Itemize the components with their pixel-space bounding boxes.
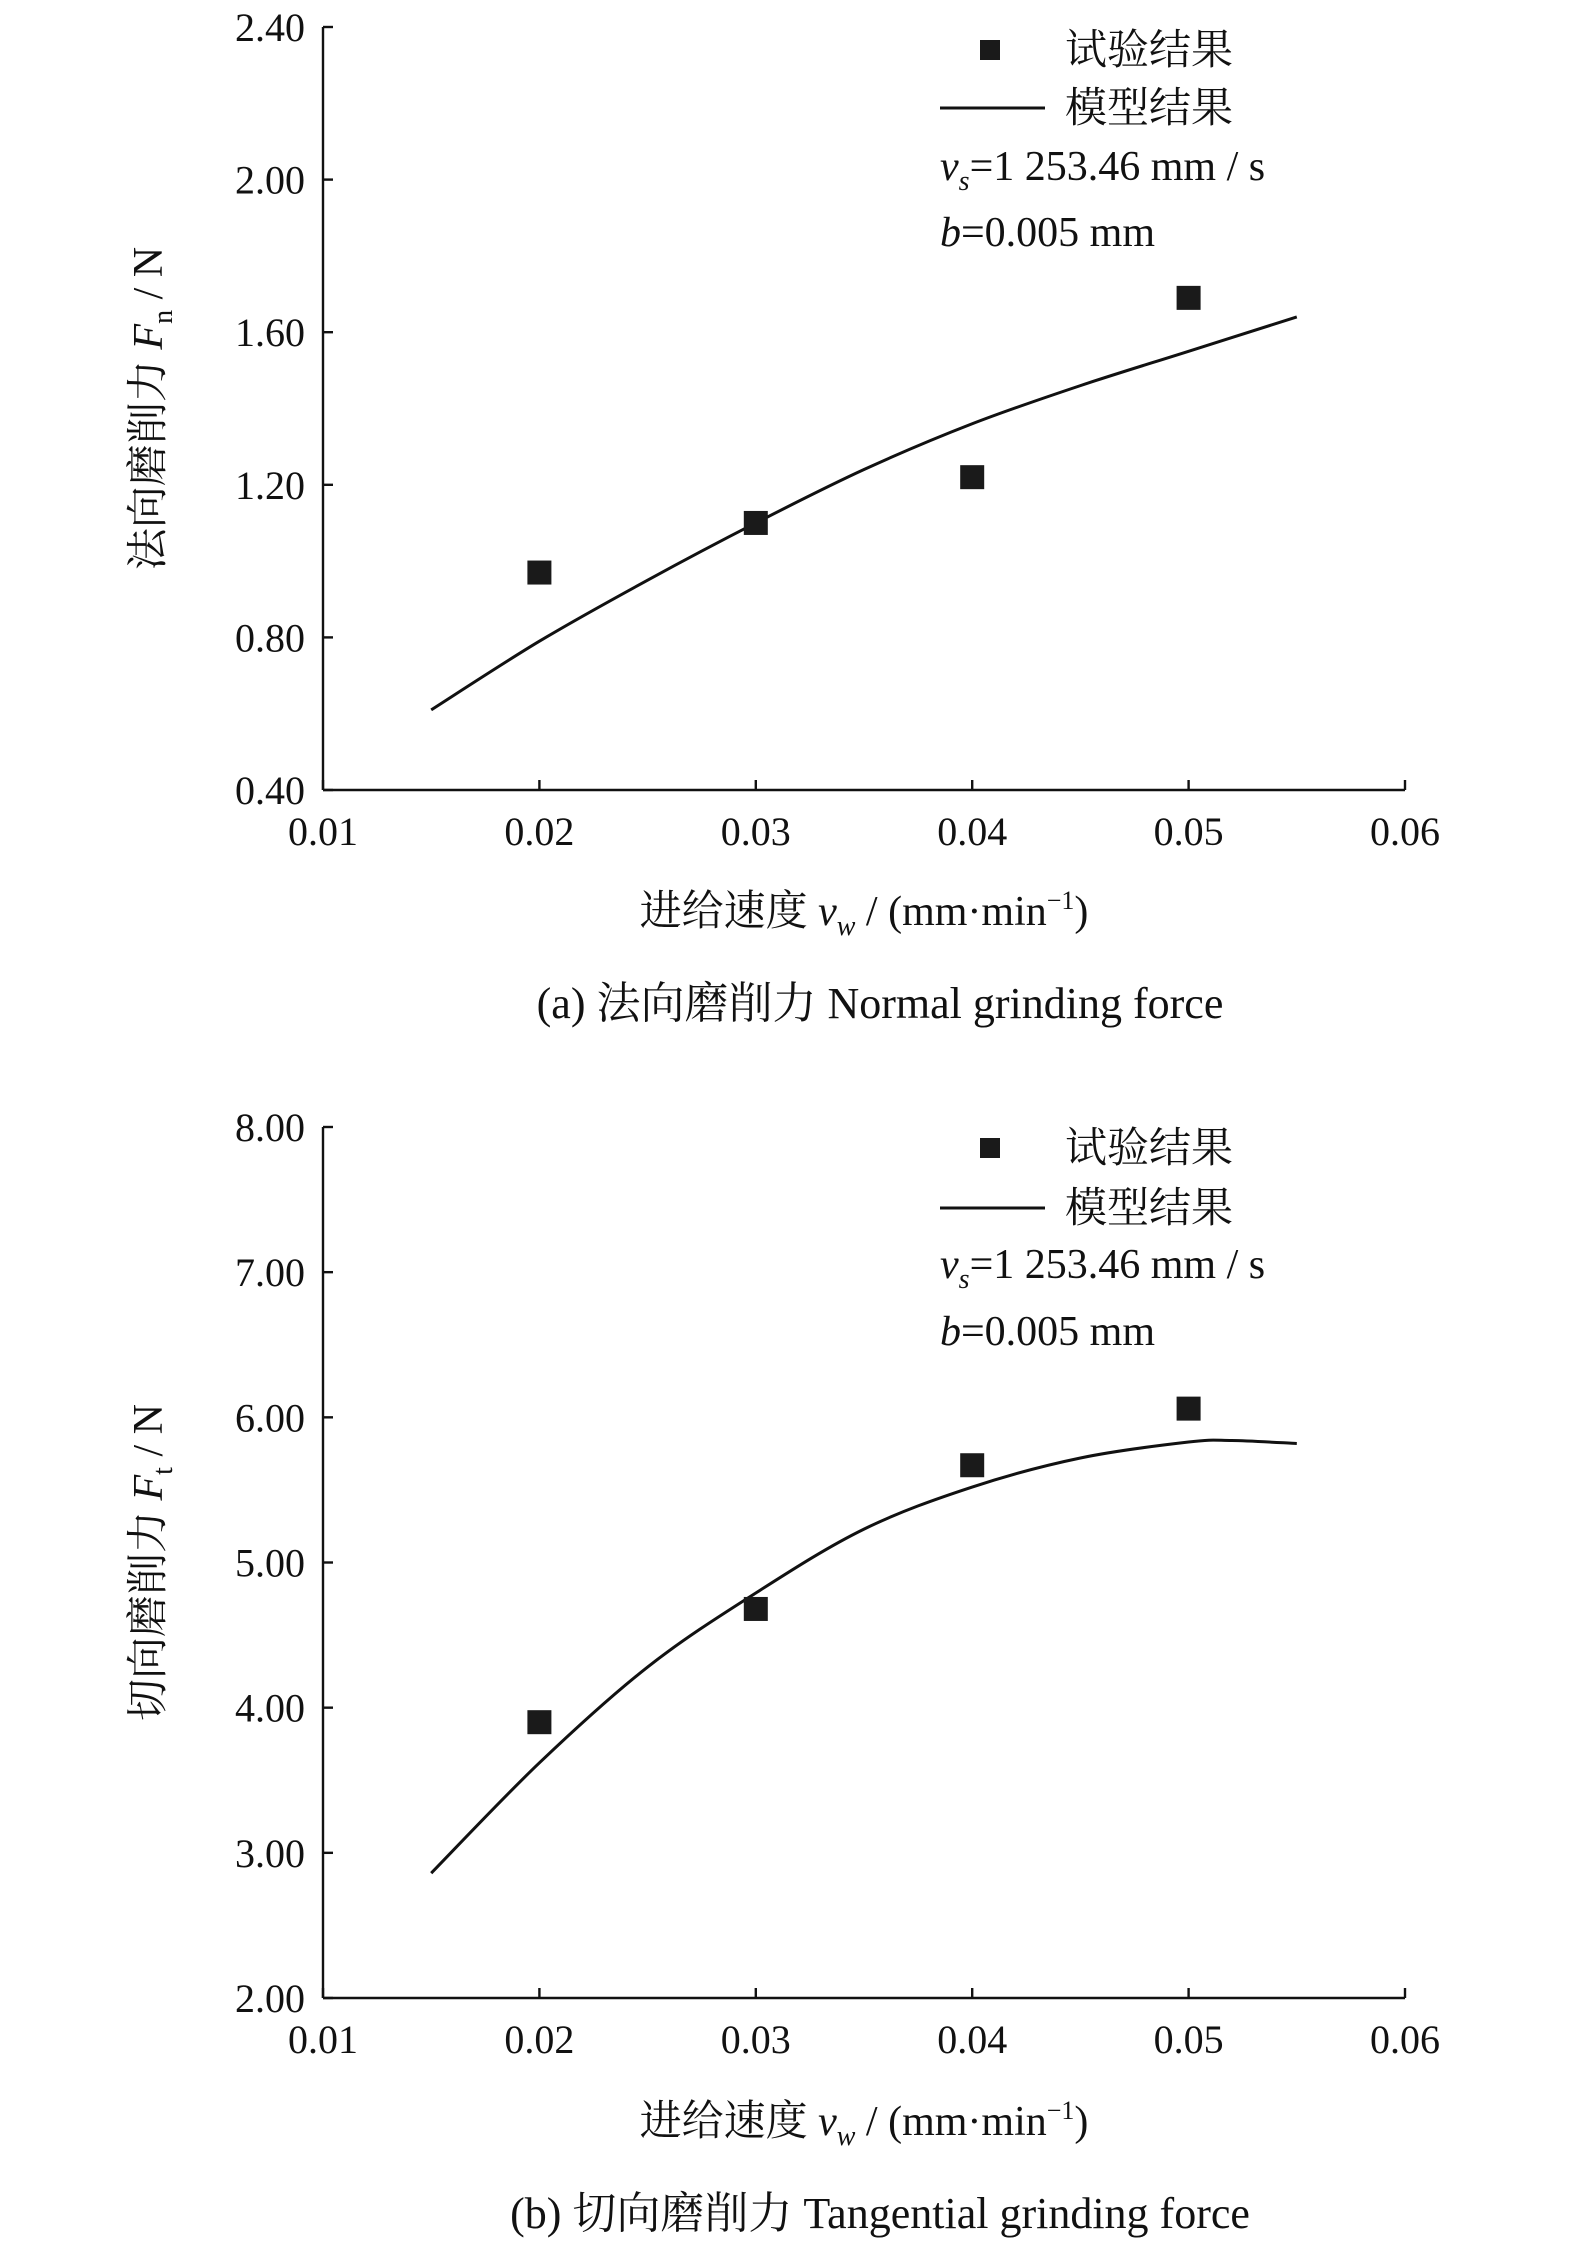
legend-label-model: 模型结果: [1065, 86, 1234, 132]
y-tick-label: 8.00: [235, 1105, 305, 1150]
y-tick-label: 3.00: [235, 1830, 305, 1876]
x-tick-label: 0.03: [720, 2017, 791, 2062]
panel-a-normal-force: [125, 5, 1440, 1028]
x-tick-label: 0.06: [1370, 809, 1440, 854]
x-axis-title: 进给速度 $v_w / (mm\cdot\min^{-1})$: [639, 2096, 1089, 2152]
y-axis-title: 法向磨削力 $F_n$ / N: [126, 246, 179, 571]
y-tick-label: 0.40: [235, 768, 305, 813]
x-tick-label: 0.02: [504, 809, 575, 854]
x-tick-label: 0.06: [1370, 2017, 1440, 2062]
data-point-marker: [744, 1597, 768, 1621]
model-curve: [431, 317, 1297, 710]
data-point-marker: [960, 465, 984, 489]
y-tick-label: 2.00: [235, 1976, 305, 2021]
y-tick-label: 7.00: [235, 1250, 305, 1296]
data-point-marker: [744, 511, 768, 535]
y-tick-label: 5.00: [235, 1540, 305, 1586]
x-tick-label: 0.05: [1153, 809, 1224, 854]
panel-caption: (b) 切向磨削力 Tangential grinding force: [510, 2189, 1250, 2238]
y-axis-title: 切向磨削力 $F_t$ / N: [126, 1404, 179, 1721]
x-tick-label: 0.04: [937, 809, 1008, 854]
y-tick-label: 6.00: [235, 1395, 305, 1441]
x-tick-label: 0.02: [504, 2017, 575, 2062]
x-axis-title: 进给速度 $v_w / (mm\cdot\min^{-1})$: [639, 886, 1089, 942]
parameter-annotation: $v_s=1$ 253.46 mm / s: [940, 1242, 1266, 1295]
model-curve: [431, 1440, 1297, 1873]
legend-label-model: 模型结果: [1065, 1186, 1234, 1232]
parameter-annotation: $v_s=1$ 253.46 mm / s: [940, 144, 1266, 197]
y-tick-label: 2.00: [235, 157, 305, 203]
legend-label-experiment: 试验结果: [1065, 28, 1234, 74]
legend-marker-swatch: [980, 40, 1000, 60]
y-tick-label: 2.40: [235, 5, 305, 50]
panel-b-tangential-force: [125, 1105, 1440, 2238]
data-point-marker: [527, 1710, 551, 1734]
x-tick-label: 0.01: [288, 809, 358, 854]
y-tick-label: 1.20: [235, 462, 305, 508]
data-point-marker: [527, 561, 551, 585]
parameter-annotation: b=0.005 mm: [940, 210, 1156, 256]
legend-label-experiment: 试验结果: [1065, 1126, 1234, 1172]
y-tick-label: 1.60: [235, 310, 305, 356]
x-tick-label: 0.04: [937, 2017, 1008, 2062]
x-tick-label: 0.03: [720, 809, 791, 854]
data-point-marker: [1177, 1397, 1201, 1421]
legend-marker-swatch: [980, 1138, 1000, 1158]
y-tick-label: 0.80: [235, 615, 305, 661]
parameter-annotation: b=0.005 mm: [940, 1309, 1156, 1355]
panel-caption: (a) 法向磨削力 Normal grinding force: [536, 979, 1224, 1028]
data-point-marker: [1177, 286, 1201, 310]
y-tick-label: 4.00: [235, 1685, 305, 1731]
data-point-marker: [960, 1453, 984, 1477]
x-tick-label: 0.05: [1153, 2017, 1224, 2062]
x-tick-label: 0.01: [288, 2017, 358, 2062]
